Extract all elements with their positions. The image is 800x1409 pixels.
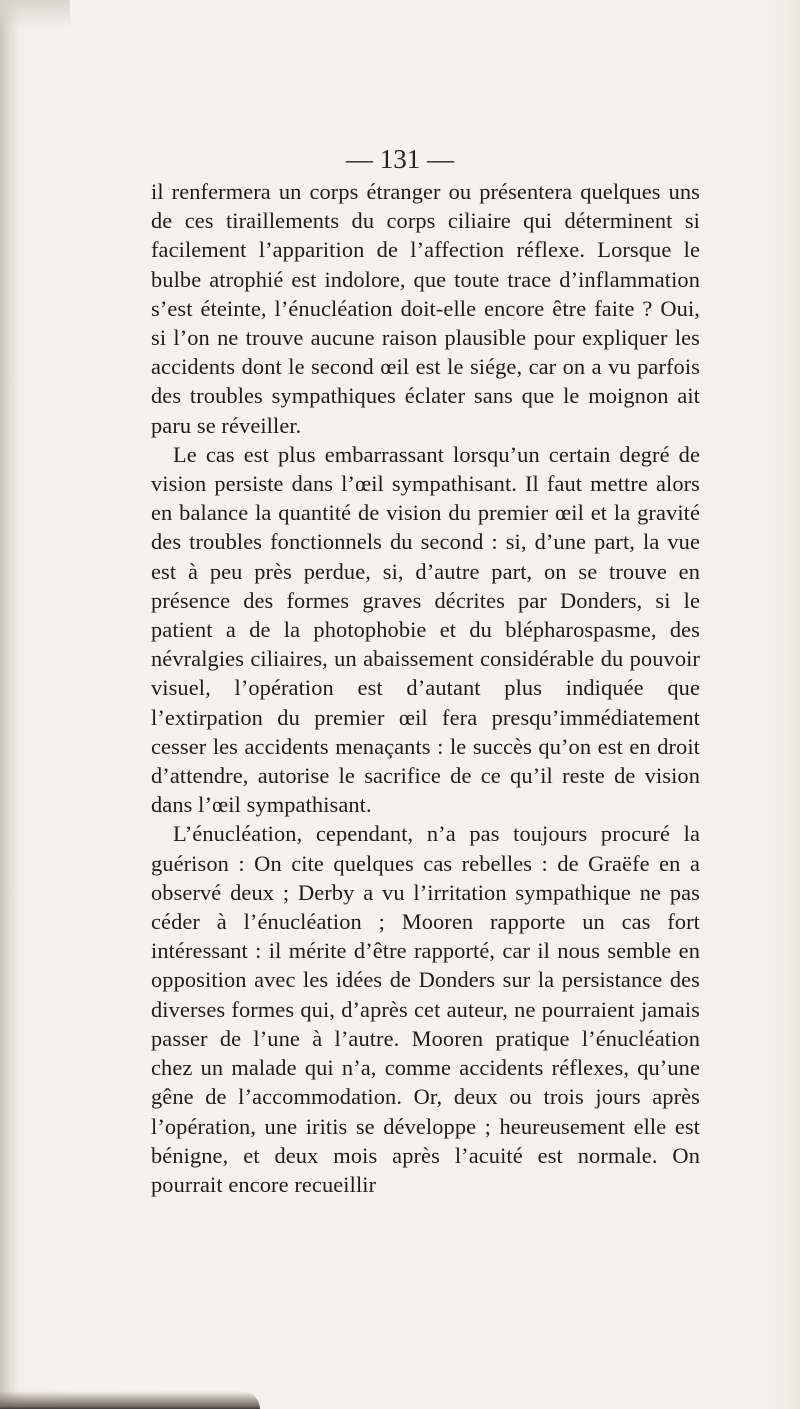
page-bottom-shadow xyxy=(0,1391,260,1409)
page-binding-edge xyxy=(0,0,18,1409)
page-number: — 131 — xyxy=(346,144,454,174)
paragraph-3: L’énucléation, cependant, n’a pas toujours procuré la guérison : On cite quelques cas rebelles : de Graëfe en a observé deux ; Derby a vu l’irritation sympathique ne pas céder à l’énucléation ; Mooren rapporte un cas fort intéressant : il mérite d’être rapporté, car il nous semble en opposition avec les idées de Donders sur la persistance des diverses formes qui, d’après cet auteur, ne pourraient jamais passer de l’une à l’autre. Mooren pratique l’énucléation chez un malade qui n’a, comme accidents réflexes, qu’une gêne de l’accommodation. Or, deux ou trois jours après l’opération, une iritis se développe ; heureusement elle est bénigne, et deux mois après l’acuité est normale. On pourrait encore recueillir xyxy=(151,821,700,1197)
paragraph-2: Le cas est plus embarrassant lorsqu’un certain degré de vision persiste dans l’œil sympathisant. Il faut mettre alors en balance la quantité de vision du premier œil et la gravité des troubles fonctionnels du second : si, d’une part, la vue est à peu près perdue, si, d’autre part, on se trouve en présence des formes graves décrites par Donders, si le patient a de la photophobie et du blépharospasme, des névralgies ciliaires, un abaissement considérable du pouvoir visuel, l’opération est d’autant plus indiquée que l’extirpation du premier œil fera presqu’immédiatement cesser les accidents menaçants : le succès qu’on est en droit d’attendre, autorise le sacrifice de ce qu’il reste de vision dans l’œil sympathisant. xyxy=(151,441,700,818)
body-text xyxy=(151,177,700,1199)
page-corner-shadow xyxy=(0,0,70,28)
paragraph-1: il renfermera un corps étranger ou présentera quelques uns de ces tiraillements du corps ciliaire qui déterminent si facilement l’apparition de l’affection réflexe. Lorsque le bulbe atrophié est indolore, que toute trace d’inflammation s’est éteinte, l’énucléation doit-elle encore être faite ? Oui, si l’on ne trouve aucune raison plausible pour expliquer les accidents dont le second œil est le siége, car on a vu parfois des troubles sympathiques éclater sans que le moignon ait paru se réveiller. xyxy=(151,179,700,438)
